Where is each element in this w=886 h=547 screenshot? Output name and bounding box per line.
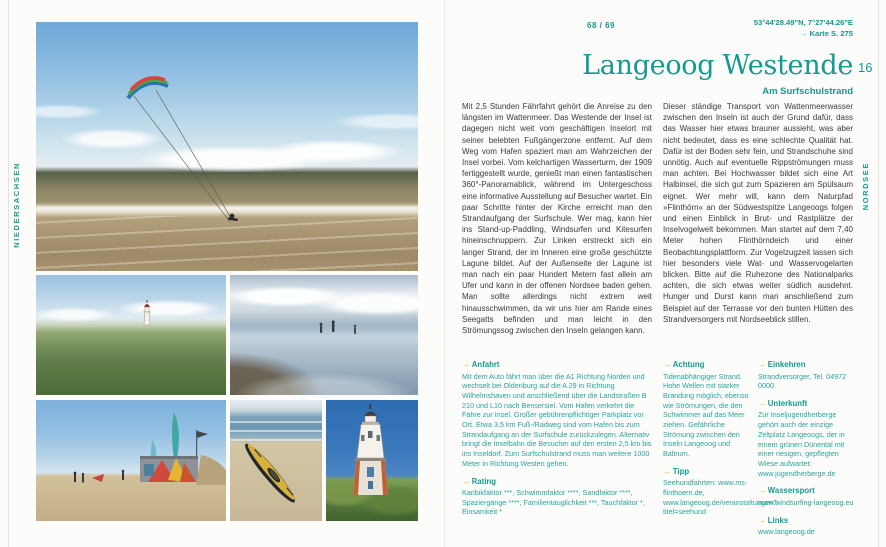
section-tipp bbox=[663, 466, 777, 517]
section-unterkunft bbox=[758, 399, 856, 478]
arrow-icon: → bbox=[663, 466, 670, 476]
section-links-label: Links bbox=[767, 515, 789, 525]
arrow-icon: → bbox=[758, 360, 765, 369]
section-links-text: www.langeoog.de bbox=[758, 527, 815, 537]
photo-dunes-watertower bbox=[36, 275, 226, 395]
section-unterkunft-label: Unterkunft bbox=[767, 398, 808, 408]
arrow-icon: → bbox=[758, 486, 765, 496]
spot-number: 16 bbox=[858, 60, 873, 75]
section-anfahrt-label: Anfahrt bbox=[471, 360, 500, 369]
page-subtitle: Am Surfschulstrand bbox=[762, 86, 853, 97]
lighthouse-icon bbox=[342, 403, 402, 508]
section-achtung-text: Tidenabhängiger Strand. Hohe Wellen mit starker Brandung möglich, ebenso wie Strömungen, die den Schwimmer auf das Meer ziehen. Gefährliche Strömung zwischen den Inseln Langeoog und Baltrum. bbox=[663, 371, 749, 459]
photo-kitesurf-beach bbox=[36, 22, 418, 271]
photo-surfschool-beach bbox=[36, 400, 226, 521]
kite-and-surfer-icon bbox=[124, 74, 254, 234]
arrow-icon: → bbox=[462, 360, 469, 369]
right-page-edge bbox=[878, 0, 879, 547]
section-einkehren bbox=[758, 360, 856, 391]
sea-tab-nordsee: NORDSEE bbox=[861, 162, 870, 211]
region-tab-niedersachsen: NIEDERSACHSEN bbox=[12, 162, 21, 248]
arrow-icon: → bbox=[462, 476, 469, 486]
body-text-column-1: Mit 2,5 Stunden Fährfahrt gehört die Anreise zu den längsten im Wattenmeer. Das Westende der Insel ist dagegen nicht weit vom geschäftigen Inselort mit seiner belebten Fußgängerzone entfernt. Auf dem Weg vom Hafen spaziert man am Wahrzeichen der Insel vorbei. Vom kelchartigen Wasserturm, der 1909 fertiggestellt wurde, genießt man einen fantastischen 360°-Panoramablick, während im Untergeschoss eine informative Ausstellung auf Besucher wartet. Ein paar Schritte hinter der Kirche erreicht man den Strandaufgang der Surfschule. Wer mag, kann hier ins Stand-up-Paddling, Windsurfen und Kitesurfen hineinschnuppern. Zur Linken erstreckt sich ein langer Strand, der im Inneren eine große geschützte Lagune bildet. Auf der Außenseite der Lagune ist man nach ein paar Hundert Metern fast allein am Ufer und kann in der offenen Nordsee baden gehen. Man sollte allerdings nicht extrem weit hinausschwimmen, da wir uns hier am Rande eines Seegatts befinden und man leicht in den Strömungssog zwischen den Inseln gelangen kann. bbox=[462, 102, 652, 336]
photo-kayak-beach bbox=[230, 400, 322, 521]
section-anfahrt bbox=[462, 360, 654, 469]
geo-header bbox=[754, 17, 853, 39]
kayak-icon bbox=[230, 428, 322, 521]
photo-lighthouse-watertower bbox=[326, 400, 418, 521]
photo-beach-walkers bbox=[230, 275, 418, 395]
gps-coordinates: 53°44'28.49"N, 7°27'44.26"E bbox=[753, 18, 853, 27]
clouds-texture bbox=[36, 275, 226, 395]
section-wassersport-text: www.windsurfing-langeoog.eu bbox=[758, 497, 854, 507]
section-wassersport-label: Wassersport bbox=[767, 486, 815, 496]
info-column-c bbox=[758, 360, 856, 545]
section-tipp-text: Seehundfahrten: www.ms-flinthoern.de, www.langeoog.de/veranstaltungen?titel=seehund bbox=[663, 478, 777, 517]
info-column-a bbox=[462, 360, 654, 525]
section-anfahrt-text: Mit dem Auto fährt man über die A1 Richtung Norden und wechselt bei Oldenburg auf die A 29 in Richtung Wilhelmshaven und anschließend über die Landstraßen B 210 und L10 nach Bensersiel. Vom Hafen verkehrt die Fähre zur Insel. Großer gebührenpflichtiger Parkplatz vor Ort. Etwa 3,5 km Fuß-/Radweg sind vom Hafen bis zum Strandaufgang an der Surfschule zurückzulegen. Alternativ bringt die Inselbahn die Besucher auf den ersten 2,5 km bis ins Inseldorf. Zum Surfschulstrand muss man weitere 1000 Meter in Richtung Westen gehen. bbox=[462, 371, 652, 468]
section-unterkunft-text: Zur Inseljugendherberge gehört auch der einzige Zeltplatz Langeoogs, der in einem grünen Dünental mit einer riesigen, gepflegten Wiese aufwartet: www.jugendherberge.de bbox=[758, 410, 845, 478]
walkers-icon bbox=[310, 319, 370, 347]
page-title: Langeoog Westende bbox=[582, 50, 853, 81]
body-text-column-2: Dieser ständige Transport von Wattenmeerwasser zwischen den Inseln ist auch der Grund dafür, dass das Wasser hier etwas brauner aussieht, was aber nicht bedeutet, dass es eine schlechte Qualität hat. Dafür ist der Boden sehr fein, und Strandschuhe sind unnötig. Auch auf eventuelle Rippströmungen muss man achten. Bei Hochwasser bildet sich eine Art Halbinsel, die sich gut zum Spazieren am Spülsaum eignet. Wer mehr will, kann dem Naturpfad »Flinthörn« an der Südwestspitze Langeoogs folgen und einen Einblick in Brut- und Rastplätze der Inselvogelwelt bekommen. Man startet auf dem 7,40 Meter hohen Flinthörndeich und einer Beobachtungsplattform. Zur Vogelzugzeit lassen sich hier besonders viele Wat- und Wasservogelarten blicken. Bitte auf die Ruhezone des Nationalparks achten, die sich etwas weiter südlich ausdehnt. Hunger und Durst kann man anschließend zum Beispiel auf der Terrasse vor den bunten Hütten des Strandversorgers mit Nordseeblick stillen. bbox=[663, 102, 853, 324]
section-achtung bbox=[663, 360, 756, 459]
left-page-edge bbox=[8, 0, 9, 547]
surfschool-scene-icon bbox=[36, 400, 226, 521]
page-divider bbox=[444, 0, 445, 547]
section-achtung-label: Achtung bbox=[672, 360, 705, 369]
section-rating-label: Rating bbox=[471, 476, 497, 486]
section-links bbox=[758, 516, 856, 537]
section-rating bbox=[462, 477, 654, 518]
section-tipp-label: Tipp bbox=[672, 466, 690, 476]
water-tower-icon bbox=[136, 299, 158, 333]
spread-page-numbers: 68 / 69 bbox=[587, 21, 615, 30]
section-wassersport bbox=[758, 486, 856, 507]
map-reference: → Karte S. 275 bbox=[799, 29, 853, 38]
arrow-icon: → bbox=[758, 515, 765, 525]
info-column-b bbox=[663, 360, 777, 525]
section-rating-text: Karibikfaktor ***, Schwimmfaktor ****, Sandfaktor ****, Spaziergänge ****, Familientauglichkeit ***, Tauchfaktor *, Einsamkeit * bbox=[462, 488, 645, 517]
arrow-icon: → bbox=[758, 398, 765, 408]
section-einkehren-label: Einkehren bbox=[767, 360, 806, 369]
arrow-icon: → bbox=[663, 360, 670, 369]
section-einkehren-text: Strandversorger, Tel. 04972 0000 bbox=[758, 371, 847, 391]
